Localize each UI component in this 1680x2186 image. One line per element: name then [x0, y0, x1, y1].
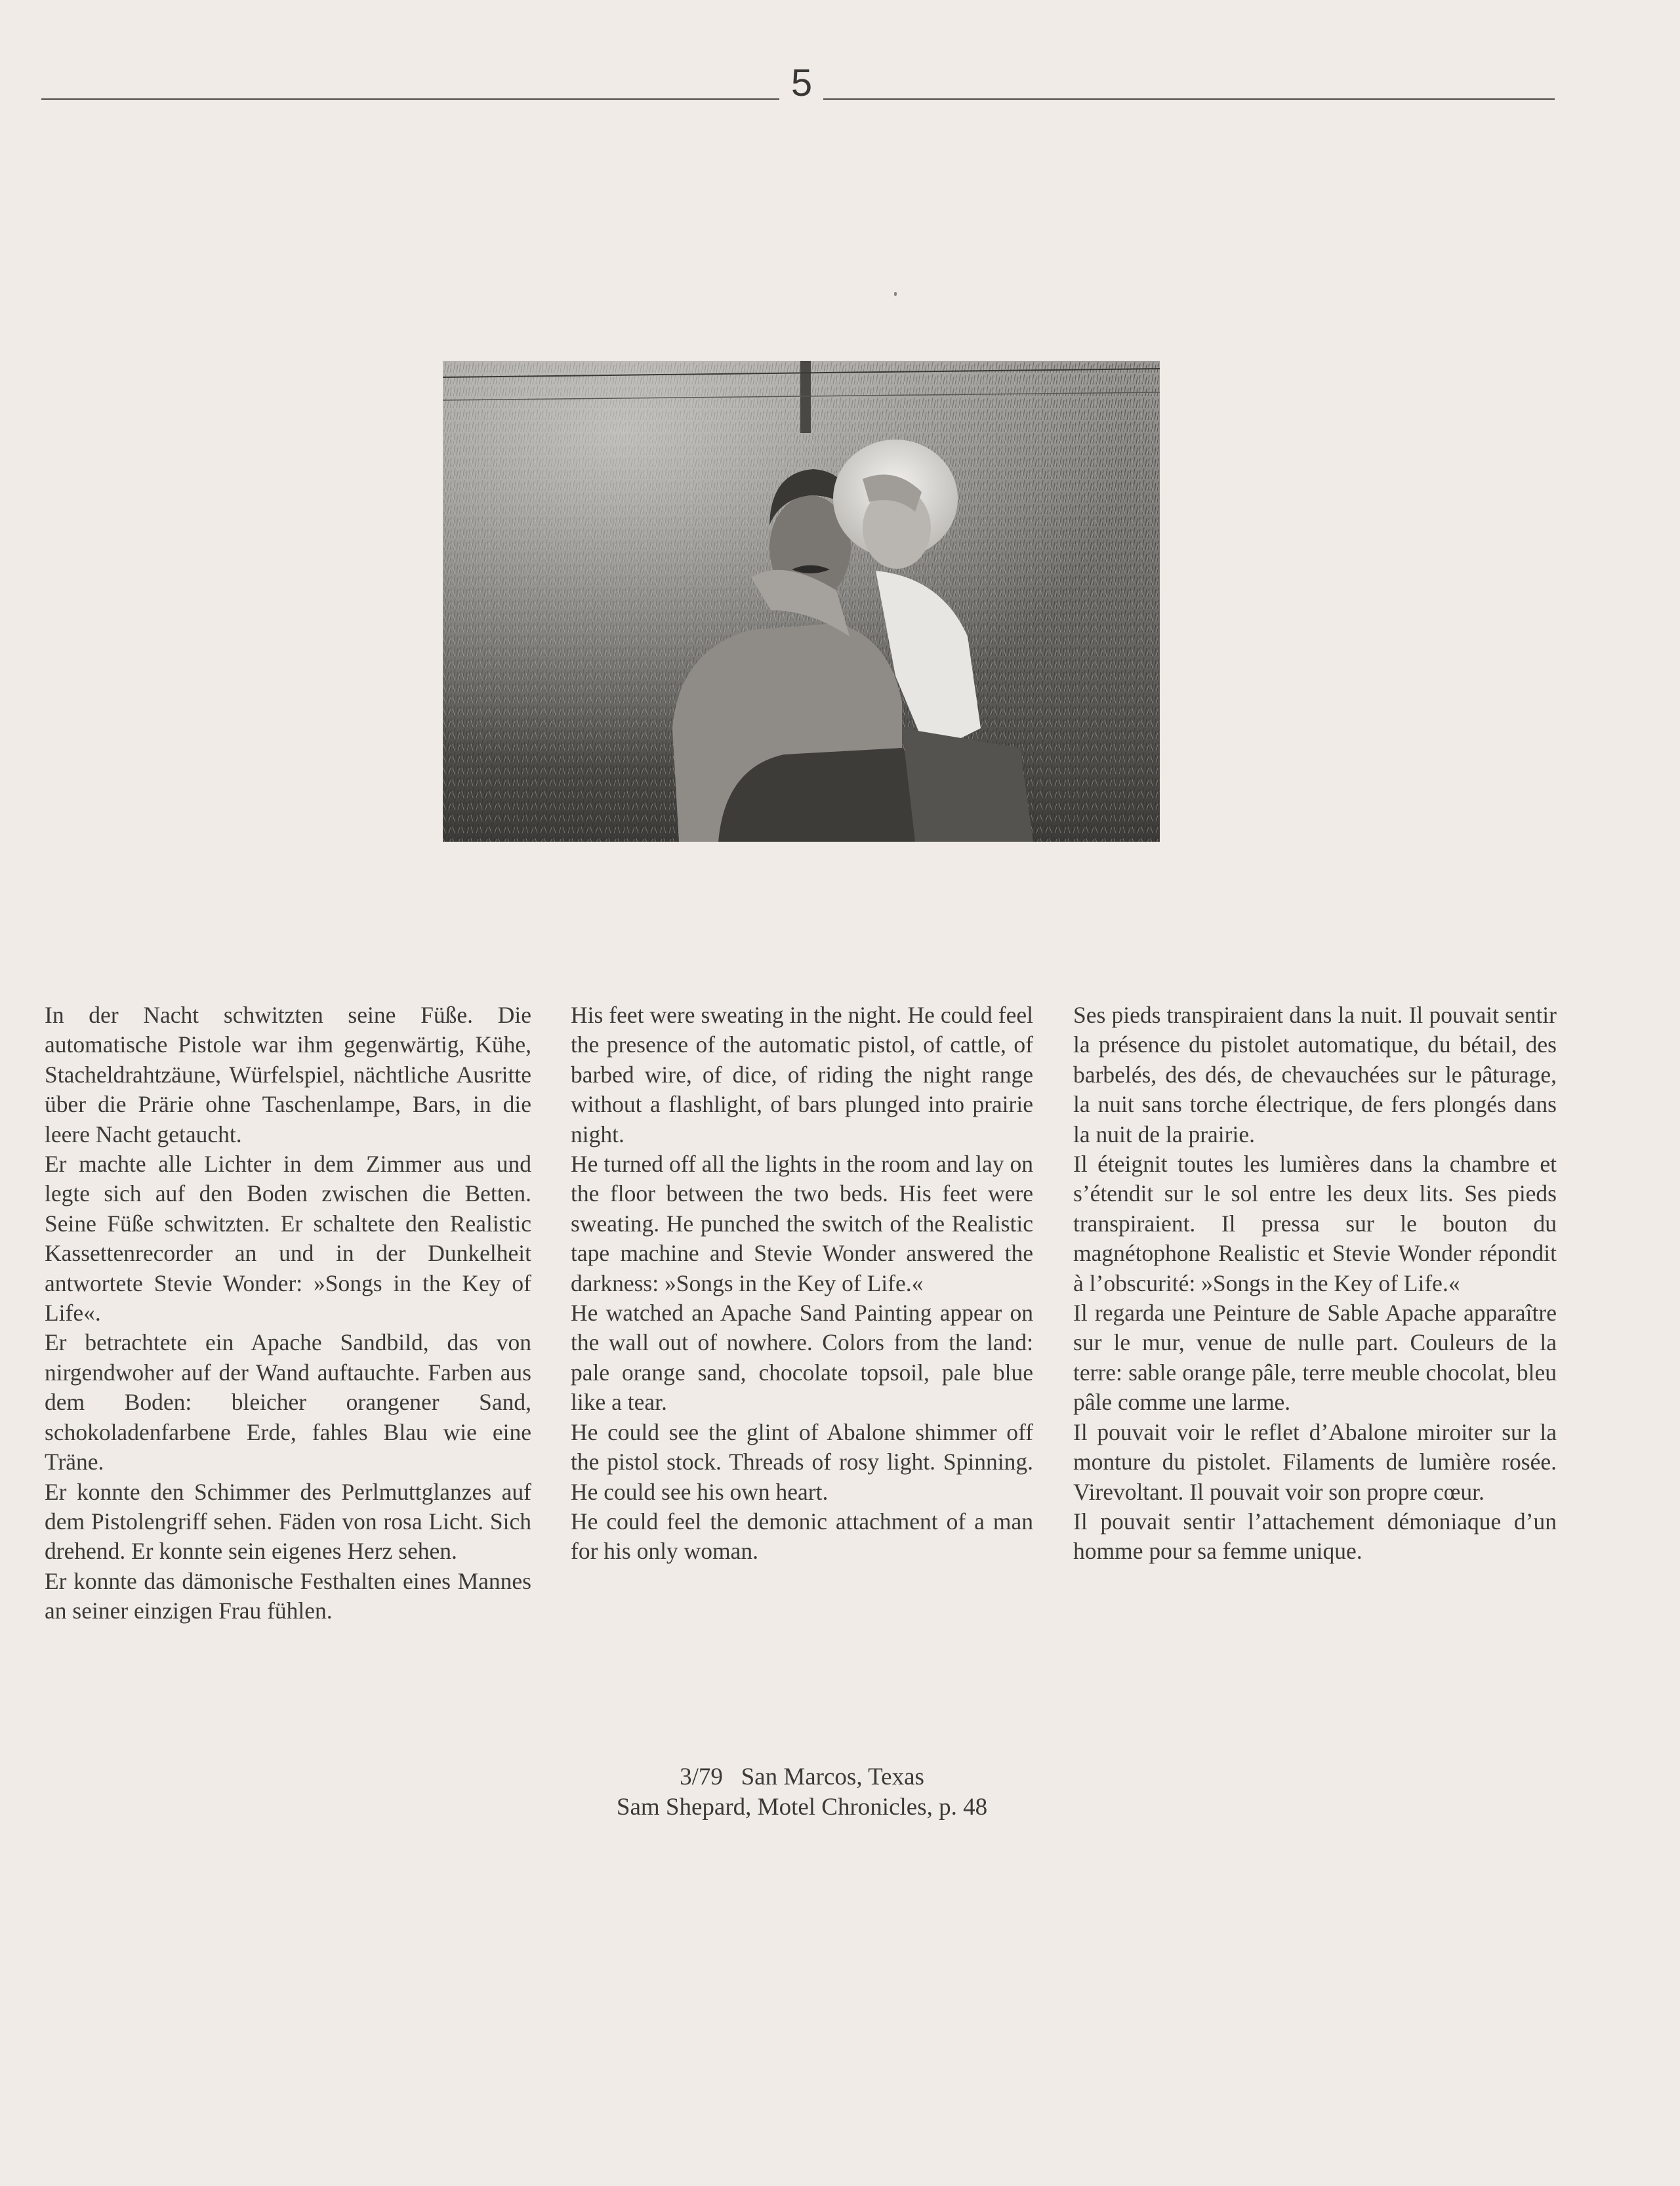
german-paragraph: Er konnte den Schimmer des Perlmuttglanzes auf dem Pistolengriff sehen. Fäden von rosa Licht. Sich drehend. Er konnte sein eigenes Herz sehen.: [45, 1478, 531, 1565]
english-paragraph: He watched an Apache Sand Painting appear on the wall out of nowhere. Colors from the land: pale orange sand, chocolate topsoil, pale blue like a tear.: [571, 1300, 1033, 1416]
source-caption: [571, 1762, 1033, 1823]
german-paragraph: Er konnte das dämonische Festhalten eines Mannes an seiner einzigen Frau fühlen.: [45, 1567, 531, 1624]
german-paragraph: In der Nacht schwitzten seine Füße. Die automatische Pistole war ihm gegenwärtig, Kühe, Stacheldrahtzäune, Würfelspiel, nächtliche Ausritte über die Prärie ohne Taschenlampe, Bars, in die leere Nacht getaucht.: [45, 1002, 531, 1147]
page-number: 5: [790, 62, 813, 104]
english-paragraph: He could feel the demonic attachment of a man for his only woman.: [571, 1508, 1033, 1565]
german-column: [45, 1000, 531, 1626]
french-paragraph: Il pouvait sentir l’attachement démoniaque d’un homme pour sa femme unique.: [1073, 1508, 1557, 1565]
french-paragraph: Il regarda une Peinture de Sable Apache apparaître sur le mur, venue de nulle part. Couleurs de la terre: sable orange pâle, terre meuble chocolat, bleu pâle comme une larme.: [1073, 1300, 1557, 1416]
french-column: [1073, 1000, 1557, 1567]
english-paragraph: He turned off all the lights in the room and lay on the floor between the two beds. His feet were sweating. He punched the switch of the Realistic tape machine and Stevie Wonder answered the darkness: »Songs in the Key of Life.«: [571, 1151, 1033, 1296]
caption-date-place: 3/79 San Marcos, Texas: [680, 1763, 924, 1790]
french-paragraph: Il pouvait voir le reflet d’Abalone miroiter sur la monture du pistolet. Filaments de lumière rosée. Virevoltant. Il pouvait voir son propre cœur.: [1073, 1418, 1557, 1505]
header-rule-left: [41, 98, 779, 100]
english-column: [571, 1000, 1033, 1567]
french-paragraph: Il éteignit toutes les lumières dans la chambre et s’étendit sur le sol entre les deux lits. Ses pieds transpiraient. Il pressa sur le bouton du magnétophone Realistic et Stevie Wonder répondit à l’obscurité: »Songs in the Key of Life.«: [1073, 1151, 1557, 1296]
header-rule-right: [823, 98, 1555, 100]
photograph: [443, 361, 1160, 842]
german-paragraph: Er machte alle Lichter in dem Zimmer aus und legte sich auf den Boden zwischen die Betten. Seine Füße schwitzten. Er schaltete den Realistic Kassettenrecorder an und in der Dunkelheit antwortete Stevie Wonder: »Songs in the Key of Life«.: [45, 1151, 531, 1327]
english-paragraph: He could see the glint of Abalone shimmer off the pistol stock. Threads of rosy light. Spinning. He could see his own heart.: [571, 1418, 1033, 1505]
english-paragraph: His feet were sweating in the night. He could feel the presence of the automatic pistol, of cattle, of barbed wire, of dice, of riding the night range without a flashlight, of bars plunged into prairie night.: [571, 1002, 1033, 1147]
print-speck: [894, 292, 897, 296]
german-paragraph: Er betrachtete ein Apache Sandbild, das von nirgendwoher auf der Wand auftauchte. Farben aus dem Boden: bleicher orangener Sand, schokoladenfarbene Erde, fahles Blau wie eine Träne.: [45, 1329, 531, 1475]
caption-citation: Sam Shepard, Motel Chronicles, p. 48: [616, 1794, 988, 1821]
french-paragraph: Ses pieds transpiraient dans la nuit. Il pouvait sentir la présence du pistolet automatique, du bétail, des barbelés, des dés, de chevauchées sur le pâturage, la nuit sans torche électrique, de fers plongés dans la nuit de la prairie.: [1073, 1002, 1557, 1147]
